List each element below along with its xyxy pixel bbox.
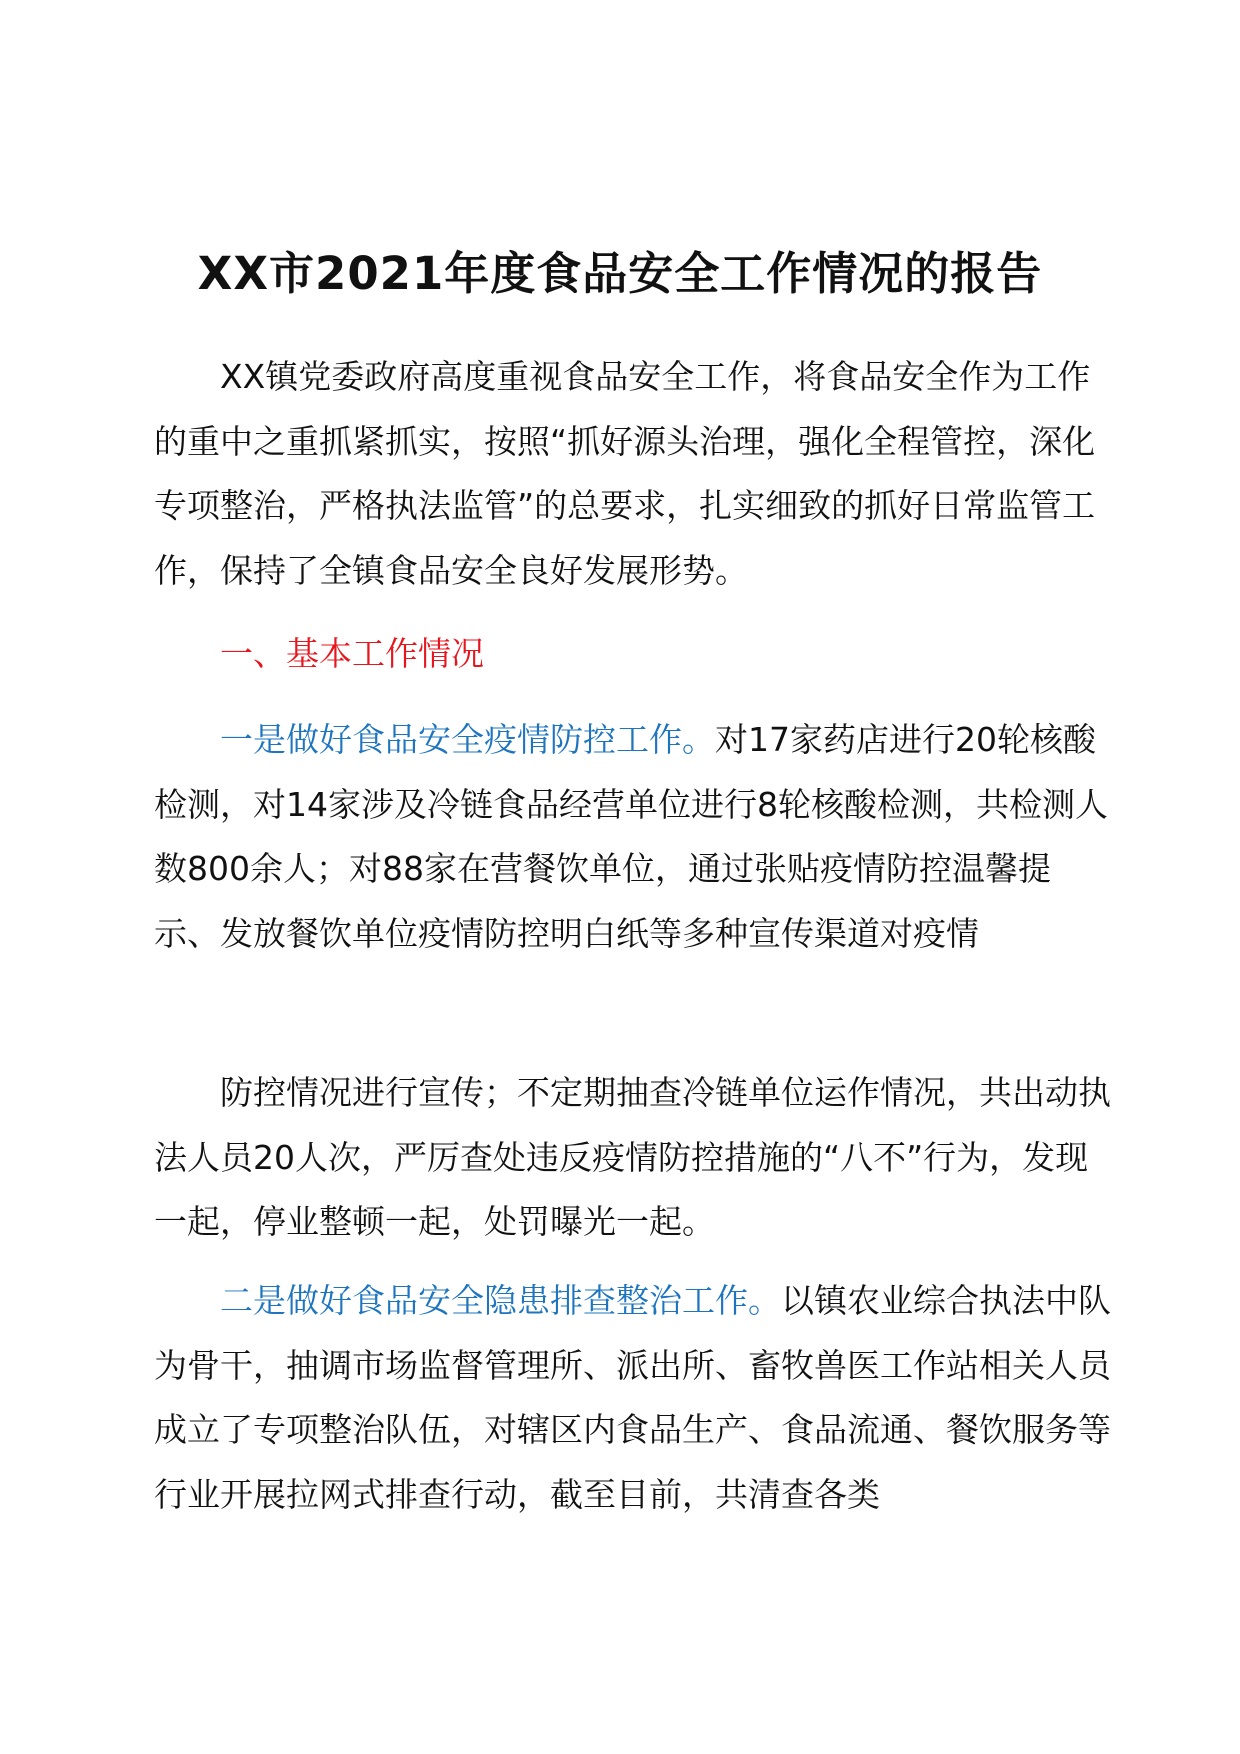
item-one-text: 对17家药店进行20轮核酸检测，对14家涉及冷链食品经营单位进行8轮核酸检测，共检测人数800余人；对88家在营餐饮单位，通过张贴疫情防控温馨提示、发放餐饮单位疫情防控明白纸等多种宣传渠道对疫情 [154,720,1108,953]
section-heading-text: 一、基本工作情况 [220,634,484,673]
item-two-paragraph [154,1269,1114,1527]
item-one-paragraph [154,708,1114,966]
section-heading [154,622,1114,687]
item-one-continuation-text: 防控情况进行宣传；不定期抽查冷链单位运作情况，共出动执法人员20人次，严厉查处违反疫情防控措施的“八不”行为，发现一起，停业整顿一起，处罚曝光一起。 [154,1073,1111,1242]
intro-paragraph [154,345,1114,603]
item-two-text: 以镇农业综合执法中队为骨干，抽调市场监督管理所、派出所、畜牧兽医工作站相关人员成立了专项整治队伍，对辖区内食品生产、食品流通、餐饮服务等行业开展拉网式排查行动，截至目前，共清查各类 [154,1281,1111,1514]
document-title: XX市2021年度食品安全工作情况的报告 [197,247,1043,300]
intro-text: XX镇党委政府高度重视食品安全工作，将食品安全作为工作的重中之重抓紧抓实，按照“抓好源头治理，强化全程管控，深化专项整治，严格执法监管”的总要求，扎实细致的抓好日常监管工作，保持了全镇食品安全良好发展形势。 [154,357,1096,590]
item-one-lead: 一是做好食品安全疫情防控工作。 [220,720,715,759]
item-one-continuation [154,1061,1114,1255]
item-two-lead: 二是做好食品安全隐患排查整治工作。 [220,1281,781,1320]
